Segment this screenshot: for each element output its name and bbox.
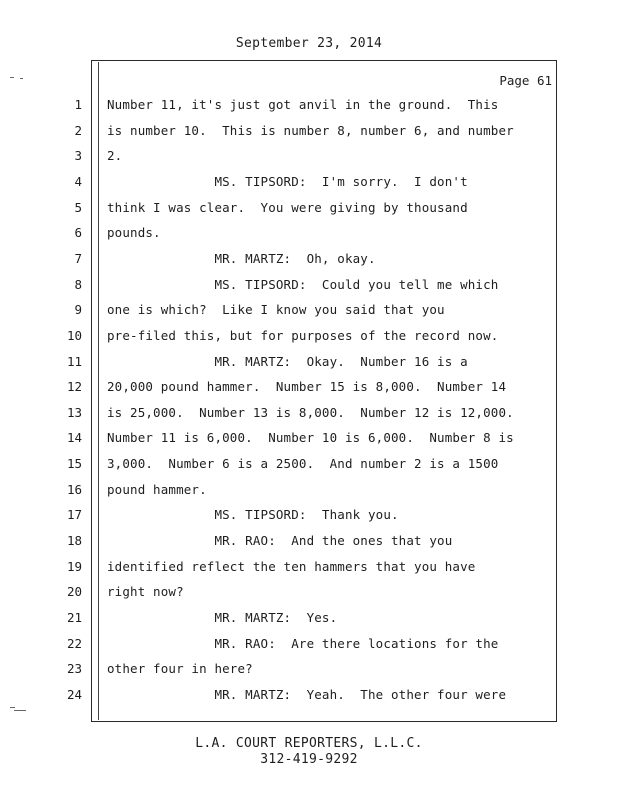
line-number: 19 (66, 559, 82, 574)
line-number: 3 (74, 148, 82, 163)
line-text: is 25,000. Number 13 is 8,000. Number 12 is 12,000. (107, 405, 514, 420)
header-date: September 23, 2014 (235, 36, 383, 51)
line-text: MR. MARTZ: Yeah. The other four were (107, 687, 507, 702)
line-number: 10 (66, 328, 82, 343)
margin-rule (98, 62, 99, 720)
scan-speck (10, 707, 15, 708)
line-number: 1 (74, 97, 82, 112)
line-number: 15 (66, 456, 82, 471)
line-text: think I was clear. You were giving by thousand (107, 200, 468, 215)
line-number: 13 (66, 405, 82, 420)
footer-reporter: L.A. COURT REPORTERS, L.L.C. (195, 736, 423, 751)
line-number: 8 (74, 277, 82, 292)
line-text: Number 11 is 6,000. Number 10 is 6,000. Number 8 is (107, 430, 514, 445)
line-number: 18 (66, 533, 82, 548)
line-number: 23 (66, 661, 82, 676)
line-text: 20,000 pound hammer. Number 15 is 8,000. Number 14 (107, 379, 507, 394)
line-text: Number 11, it's just got anvil in the ground. This (107, 97, 499, 112)
line-number: 11 (66, 354, 82, 369)
line-text: MR. RAO: Are there locations for the (107, 636, 499, 651)
line-number: 2 (74, 123, 82, 138)
line-number: 21 (66, 610, 82, 625)
line-number: 4 (74, 174, 82, 189)
line-number: 6 (74, 225, 82, 240)
line-text: right now? (107, 584, 184, 599)
line-text: one is which? Like I know you said that you (107, 302, 445, 317)
scan-speck (14, 710, 26, 711)
line-number: 20 (66, 584, 82, 599)
line-number: 17 (66, 507, 82, 522)
line-number: 12 (66, 379, 82, 394)
line-text: is number 10. This is number 8, number 6, and number (107, 123, 514, 138)
line-text: MR. RAO: And the ones that you (107, 533, 453, 548)
line-text: other four in here? (107, 661, 253, 676)
line-text: pounds. (107, 225, 161, 240)
line-number: 7 (74, 251, 82, 266)
line-text: pound hammer. (107, 482, 207, 497)
scan-speck (10, 77, 14, 78)
line-number: 22 (66, 636, 82, 651)
line-number: 16 (66, 482, 82, 497)
line-number: 5 (74, 200, 82, 215)
scan-speck (20, 78, 23, 79)
line-number: 9 (74, 302, 82, 317)
line-text: MS. TIPSORD: Thank you. (107, 507, 399, 522)
line-text: MR. MARTZ: Okay. Number 16 is a (107, 354, 468, 369)
line-text: pre-filed this, but for purposes of the record now. (107, 328, 499, 343)
line-text: MS. TIPSORD: I'm sorry. I don't (107, 174, 468, 189)
line-text: 3,000. Number 6 is a 2500. And number 2 is a 1500 (107, 456, 499, 471)
footer-phone: 312-419-9292 (260, 752, 358, 767)
page-number: Page 61 (499, 73, 552, 88)
line-text: identified reflect the ten hammers that you have (107, 559, 476, 574)
line-text: MR. MARTZ: Oh, okay. (107, 251, 376, 266)
line-number: 14 (66, 430, 82, 445)
line-number: 24 (66, 687, 82, 702)
line-text: MR. MARTZ: Yes. (107, 610, 338, 625)
line-text: MS. TIPSORD: Could you tell me which (107, 277, 499, 292)
line-text: 2. (107, 148, 123, 163)
